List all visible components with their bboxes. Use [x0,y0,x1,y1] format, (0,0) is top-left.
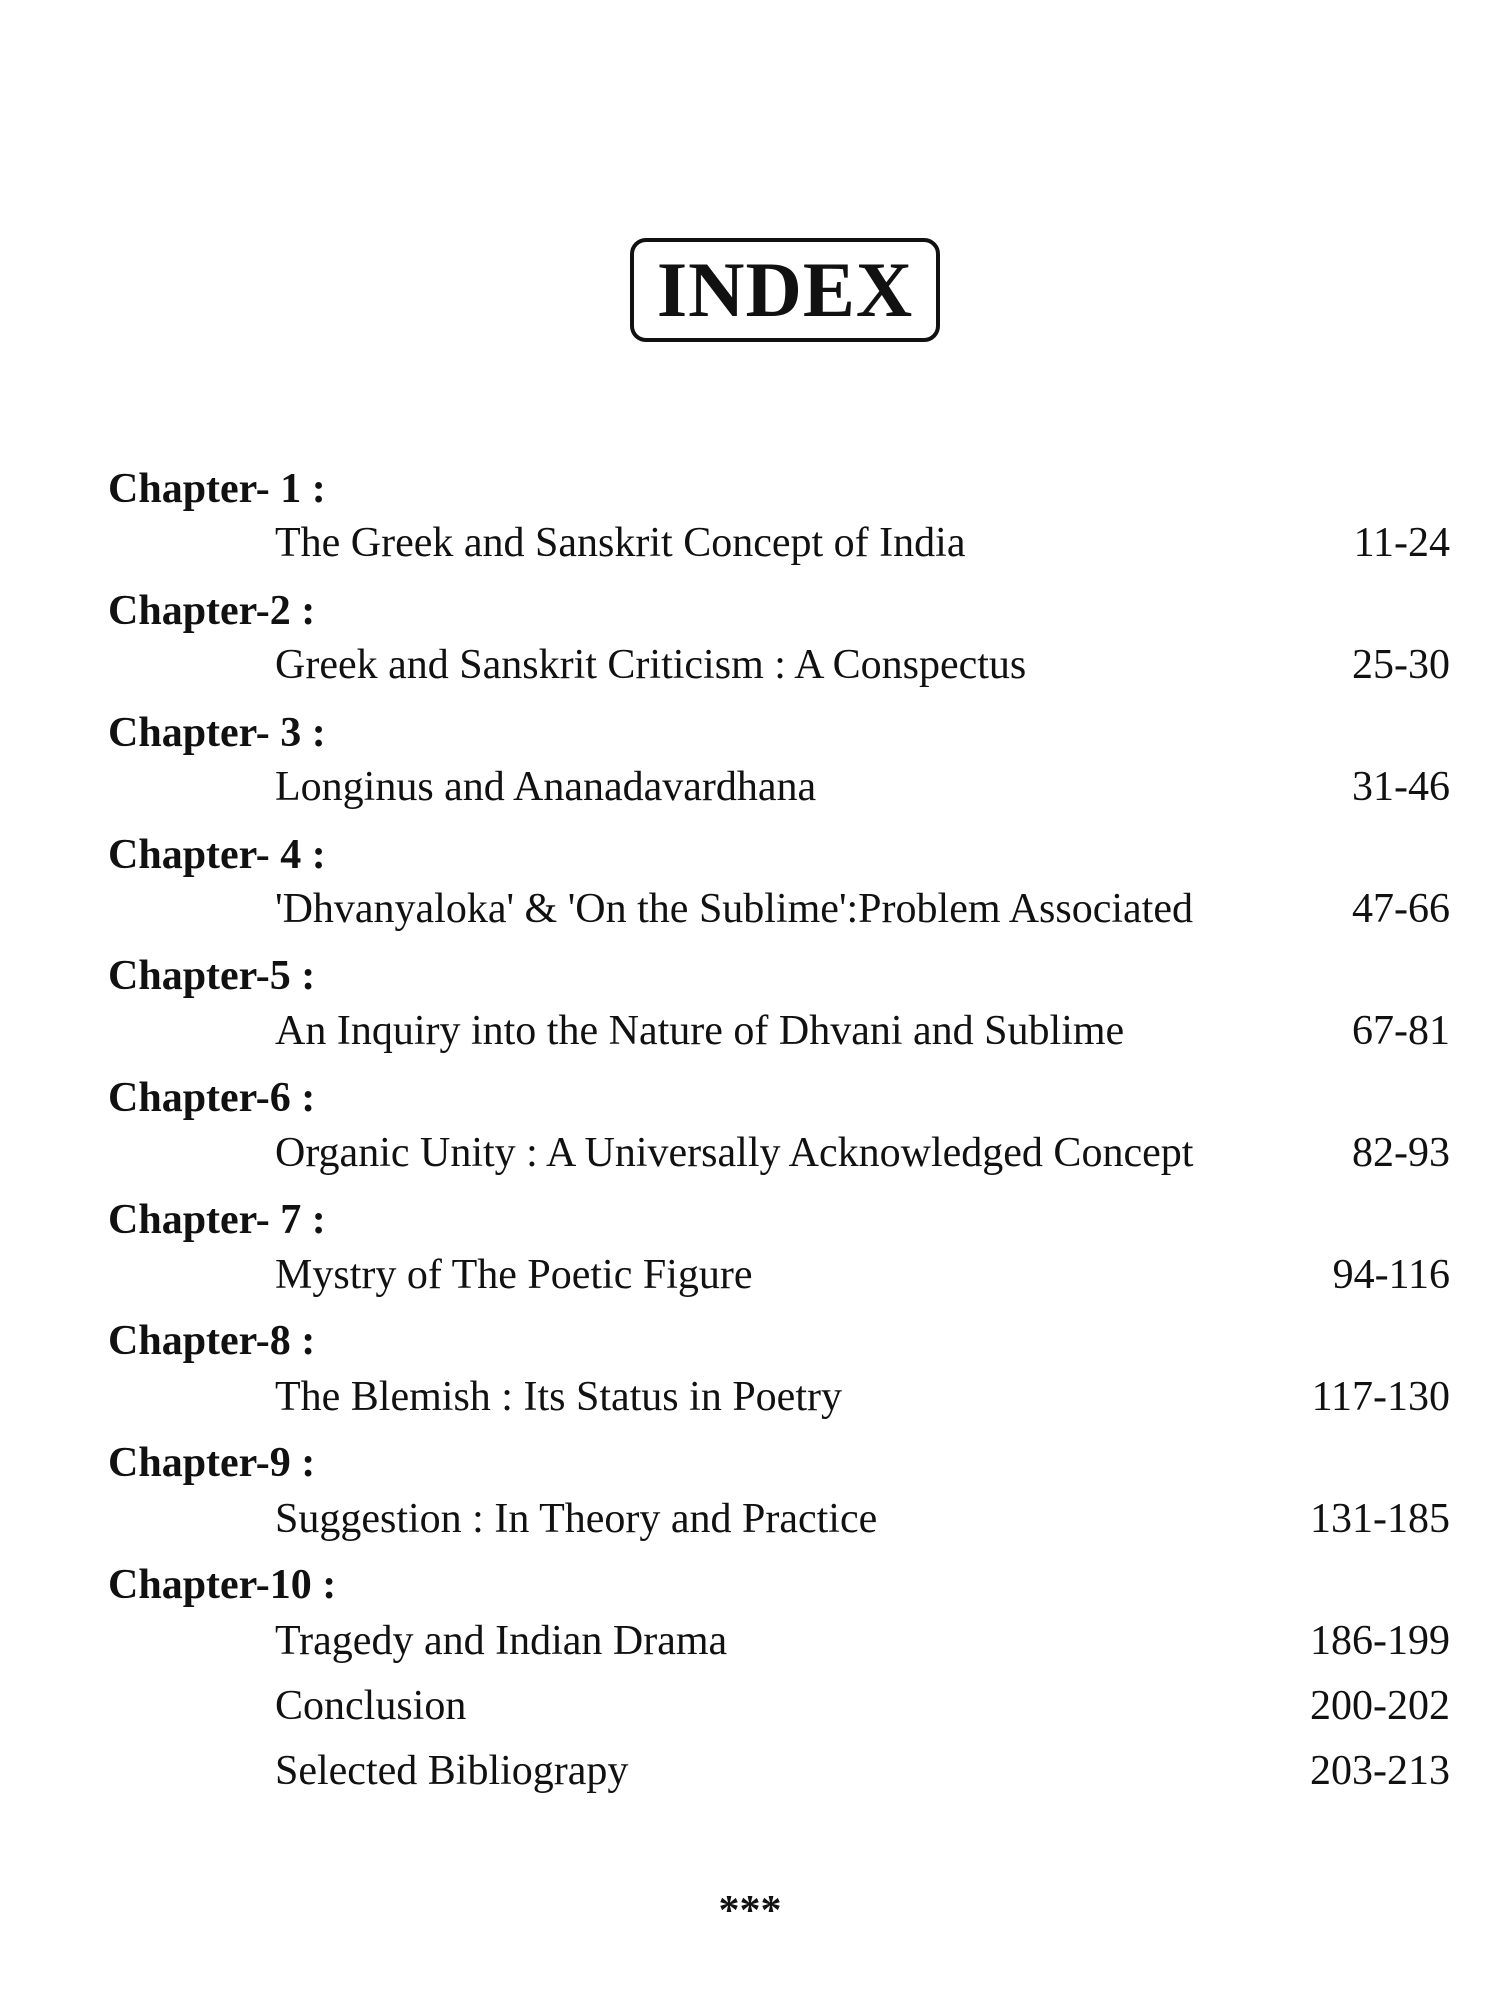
chapter-heading: Chapter-5 : [108,953,316,999]
entry-title: An Inquiry into the Nature of Dhvani and Sublime [275,1008,1125,1054]
entry-title: Suggestion : In Theory and Practice [275,1496,878,1542]
chapter-heading: Chapter-2 : [108,588,316,634]
entry-pages: 186-199 [1310,1618,1450,1664]
entry-title: The Blemish : Its Status in Poetry [275,1374,842,1420]
chapter-heading: Chapter-9 : [108,1440,316,1486]
entry-pages: 117-130 [1311,1374,1450,1420]
entry-pages: 25-30 [1352,642,1450,688]
entry-title: Organic Unity : A Universally Acknowledged Concept [275,1130,1194,1176]
entry-title: Selected Bibliograpy [275,1748,629,1794]
entry-pages: 131-185 [1310,1496,1450,1542]
index-title: INDEX [656,246,914,333]
entry-pages: 11-24 [1353,520,1450,566]
chapter-heading: Chapter-10 : [108,1562,337,1608]
entry-title: Tragedy and Indian Drama [275,1618,728,1664]
entry-pages: 82-93 [1352,1130,1450,1176]
entry-pages: 94-116 [1332,1252,1450,1298]
end-mark: *** [718,1888,782,1934]
entry-title: 'Dhvanyaloka' & 'On the Sublime':Problem Associated [275,886,1193,932]
entry-title: Greek and Sanskrit Criticism : A Conspectus [275,642,1027,688]
chapter-heading: Chapter- 3 : [108,710,326,756]
entry-title: Mystry of The Poetic Figure [275,1252,753,1298]
entry-pages: 200-202 [1310,1683,1450,1729]
chapter-heading: Chapter- 4 : [108,832,326,878]
entry-pages: 203-213 [1310,1748,1450,1794]
entry-pages: 31-46 [1352,764,1450,810]
chapter-heading: Chapter- 7 : [108,1197,326,1243]
entry-pages: 47-66 [1352,886,1450,932]
entry-title: The Greek and Sanskrit Concept of India [275,520,966,566]
entry-title: Longinus and Ananadavardhana [275,764,817,810]
chapter-heading: Chapter-8 : [108,1318,316,1364]
chapter-heading: Chapter- 1 : [108,466,326,512]
chapter-heading: Chapter-6 : [108,1075,316,1121]
entry-pages: 67-81 [1352,1008,1450,1054]
entry-title: Conclusion [275,1683,467,1729]
